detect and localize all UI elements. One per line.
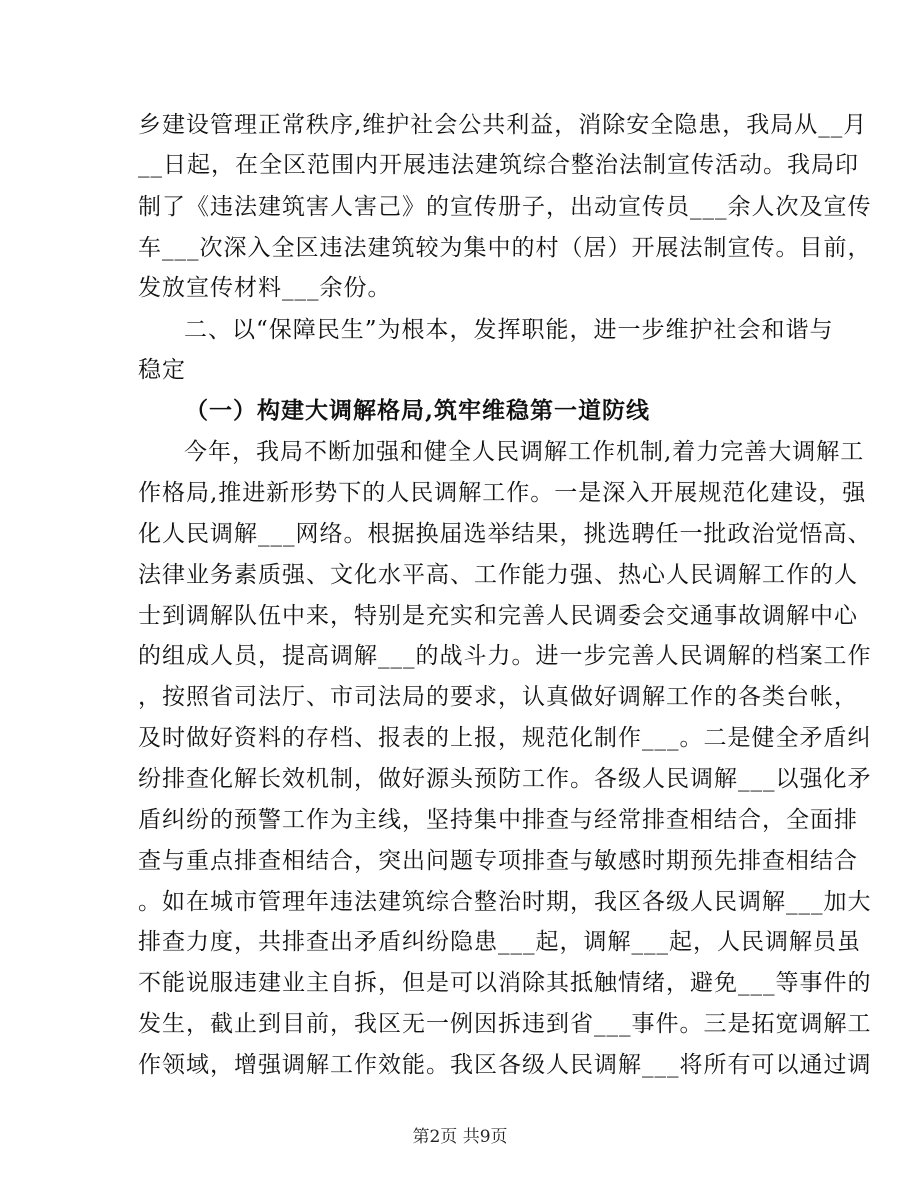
body-line: 作格局,推进新形势下的人民调解工作。一是深入开展规范化建设，强 — [138, 480, 867, 506]
body-line: 士到调解队伍中来，特别是充实和完善人民调委会交通事故调解中心 — [138, 603, 858, 629]
body-line: 。如在城市管理年违法建筑综合整治时期，我区各级人民调解___加大 — [138, 889, 872, 915]
body-line: 排查力度，共排查出矛盾纠纷隐患___起，调解___起，人民调解员虽 — [138, 929, 861, 955]
body-line: 纷排查化解长效机制，做好源头预防工作。各级人民调解___以强化矛 — [138, 766, 872, 792]
body-line: 发生，截止到目前，我区无一例因拆违到省___事件。三是拓宽调解工 — [138, 1011, 872, 1037]
body-line: 不能说服违建业主自拆，但是可以消除其抵触情绪，避免___等事件的 — [138, 970, 872, 996]
body-line: 作领域，增强调解工作效能。我区各级人民调解___将所有可以通过调 — [138, 1052, 872, 1078]
section-heading-line: 稳定 — [138, 357, 186, 383]
section-heading-line: 二、以“保障民生”为根本，发挥职能，进一步维护社会和谐与 — [184, 317, 834, 343]
body-line: 制了《违法建筑害人害己》的宣传册子，出动宣传员___余人次及宣传 — [138, 194, 872, 220]
body-line: 及时做好资料的存档、报表的上报，规范化制作___。二是健全矛盾纠 — [138, 725, 872, 751]
body-line: ，按照省司法厅、市司法局的要求，认真做好调解工作的各类台帐， — [138, 684, 858, 710]
body-line: 发放宣传材料___余份。 — [138, 275, 392, 301]
body-line: 乡建设管理正常秩序,维护社会公共利益，消除安全隐患，我局从__月 — [138, 112, 868, 138]
body-line: 今年，我局不断加强和健全人民调解工作机制,着力完善大调解工 — [184, 439, 865, 465]
body-line: 车___次深入全区违法建筑较为集中的村（居）开展法制宣传。目前， — [138, 235, 872, 261]
body-line: 盾纠纷的预警工作为主线，坚持集中排查与经常排查相结合，全面排 — [138, 807, 858, 833]
body-line: 查与重点排查相结合，突出问题专项排查与敏感时期预先排查相结合 — [138, 848, 858, 874]
subsection-heading: （一）构建大调解格局,筑牢维稳第一道防线 — [185, 397, 651, 424]
body-line: 化人民调解___网络。根据换届选举结果，挑选聘任一批政治觉悟高、 — [138, 521, 872, 547]
body-line: __日起，在全区范围内开展违法建筑综合整治法制宣传活动。我局印 — [138, 152, 859, 178]
page-footer: 第2页 共9页 — [412, 1127, 508, 1147]
body-line: 法律业务素质强、文化水平高、工作能力强、热心人民调解工作的人 — [138, 562, 858, 588]
body-line: 的组成人员，提高调解___的战斗力。进一步完善人民调解的档案工作 — [138, 643, 872, 669]
